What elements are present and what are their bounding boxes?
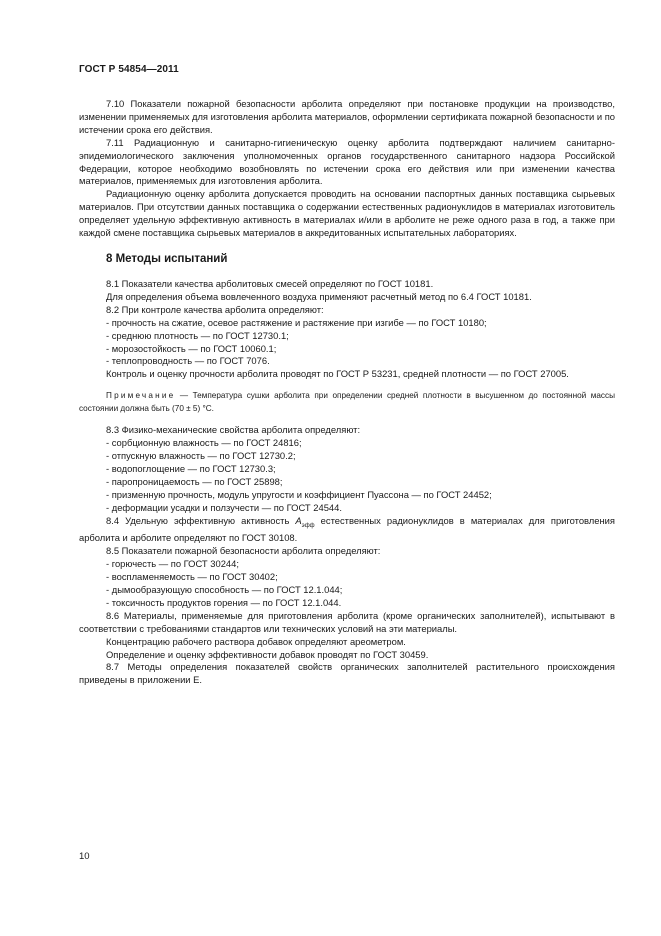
paragraph-air-volume: Для определения объема вовлеченного воздуха применяют расчетный метод по 6.4 ГОСТ 10181.: [106, 290, 532, 302]
paragraph-strength-control: Контроль и оценку прочности арболита проводят по ГОСТ Р 53231, средней плотности — по ГОСТ 27005.: [106, 368, 569, 380]
paragraph-8-1: 8.1 Показатели качества арболитовых смесей определяют по ГОСТ 10181.: [106, 277, 434, 289]
list-item: - призменную прочность, модуль упругости и коэффициент Пуассона — по ГОСТ 24452;: [106, 488, 492, 500]
paragraph-concentration: Концентрацию рабочего раствора добавок определяют ареометром.: [106, 635, 406, 647]
list-item: - воспламеняемость — по ГОСТ 30402;: [106, 571, 278, 583]
list-item: - токсичность продуктов горения — по ГОСТ 12.1.044.: [106, 596, 342, 608]
list-item: - горючесть — по ГОСТ 30244;: [106, 558, 239, 570]
note-text: — Температура сушки арболита при определении средней плотности в высушенном до постоянной массы состоянии должна быть (70 ± 5) °С.: [79, 391, 615, 413]
paragraph-additives: Определение и оценку эффективности добавок проводят по ГОСТ 30459.: [106, 648, 429, 660]
paragraph-8-5: 8.5 Показатели пожарной безопасности арболита определяют:: [106, 545, 381, 557]
paragraph-radiation-assessment: Радиационную оценку арболита допускается проводить на основании паспортных данных поставщика сырьевых материалов. При отсутствии данных поставщика о содержании естественных радионуклидов в материалах изготовитель определяет удельную эффективную активность в материалах и/или в арболите не реже одного раза в год, а также при каждой смене поставщика сырьевых материалов в аккредитованных испытательных лабораториях.: [79, 188, 615, 239]
list-item: - деформации усадки и ползучести — по ГОСТ 24544.: [106, 501, 342, 513]
list-item: - отпускную влажность — по ГОСТ 12730.2;: [106, 450, 296, 462]
activity-subscript: эфф: [301, 522, 315, 529]
list-item: - прочность на сжатие, осевое растяжение и растяжение при изгибе — по ГОСТ 10180;: [106, 316, 487, 328]
note-label: Примечание: [106, 391, 176, 401]
list-item: - паропроницаемость — по ГОСТ 25898;: [106, 475, 283, 487]
paragraph-8-6: 8.6 Материалы, применяемые для приготовления арболита (кроме органических заполнителей), испытывают в соответствии с требованиями стандартов или технических условий на эти материалы.: [79, 609, 615, 634]
section-title: 8 Методы испытаний: [106, 252, 228, 265]
standard-header: ГОСТ Р 54854—2011: [79, 64, 179, 75]
list-item: - морозостойкость — по ГОСТ 10060.1;: [106, 342, 277, 354]
paragraph-8-4: 8.4 Удельную эффективную активность $А_{эфф}$ естественных радионуклидов в материалах для приготовления арболита и арболите определяют по ГОСТ 30108.: [79, 514, 615, 544]
list-item: - среднюю плотность — по ГОСТ 12730.1;: [106, 329, 289, 341]
paragraph-8-2: 8.2 При контроле качества арболита определяют:: [106, 303, 324, 315]
page-content: [79, 98, 615, 687]
note: [79, 390, 615, 415]
paragraph-7-10: 7.10 Показатели пожарной безопасности арболита определяют при постановке продукции на производство, изменении применяемых для изготовления арболита материалов, оформлении сертификата пожарной безопасности и по истечении срока его действия.: [79, 98, 615, 135]
list-item: - теплопроводность — по ГОСТ 7076.: [106, 355, 270, 367]
activity-symbol: А: [295, 514, 302, 526]
list-item: - сорбционную влажность — по ГОСТ 24816;: [106, 437, 302, 449]
paragraph-8-7: 8.7 Методы определения показателей свойств органических заполнителей растительного происхождения приведены в приложении Е.: [79, 661, 615, 686]
paragraph-8-3: 8.3 Физико-механические свойства арболита определяют:: [106, 424, 361, 436]
list-item: - дымообразующую способность — по ГОСТ 12.1.044;: [106, 583, 343, 595]
paragraph-7-11: 7.11 Радиационную и санитарно-гигиеническую оценку арболита подтверждают наличием санитарно-эпидемиологического заключения уполномоченных органов государственного санитарного надзора Российской Федерации, которое необходимо возобновлять по истечении срока его действия или при изменении качества материалов, применяемых для изготовления арболита.: [79, 136, 615, 187]
list-item: - водопоглощение — по ГОСТ 12730.3;: [106, 462, 276, 474]
page-number: 10: [79, 851, 90, 862]
